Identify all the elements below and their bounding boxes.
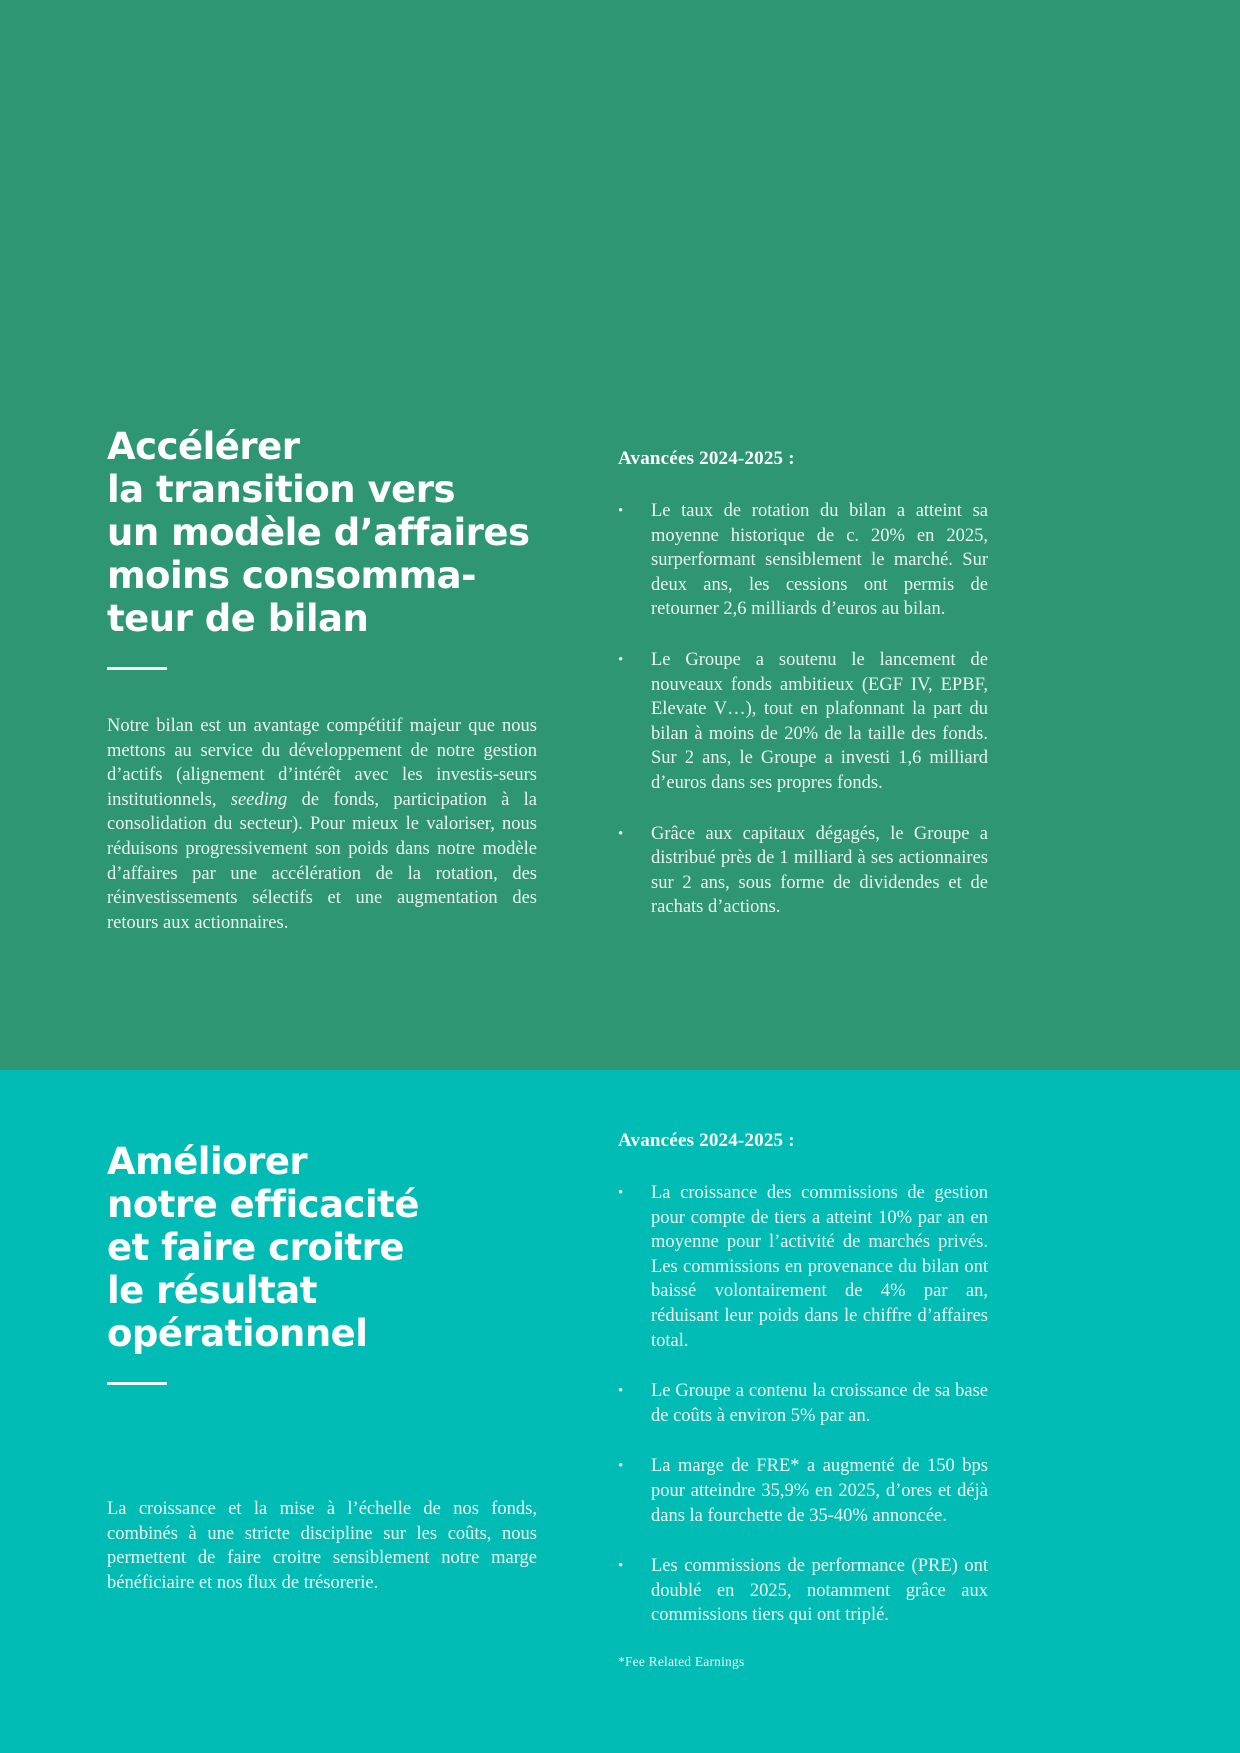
- pillar-2-intro-paragraph: [107, 1497, 537, 1595]
- list-item: [618, 648, 988, 796]
- title-line: notre efficacité: [107, 1183, 419, 1226]
- title-line: la transition vers: [107, 468, 455, 511]
- title-line: Améliorer: [107, 1140, 308, 1183]
- footnote: *Fee Related Earnings: [618, 1653, 745, 1669]
- intro-text-italic: seeding: [230, 789, 288, 810]
- list-item: [618, 1379, 988, 1428]
- bullet-text: Le Groupe a contenu la croissance de sa base de coûts à environ 5% par an.: [651, 1381, 988, 1426]
- pillar-1-left-column: [107, 425, 537, 935]
- title-line: opérationnel: [107, 1312, 368, 1355]
- bullet-text: La croissance des commissions de gestion pour compte de tiers a atteint 10% par an en moyenne pour l’activité de marchés privés. Les commissions en provenance du bilan ont baissé volontairement de 4% par an, réduisant leur poids dans le chiffre d’affaires total.: [651, 1183, 988, 1351]
- list-item: [618, 822, 988, 920]
- bullet-text: Le taux de rotation du bilan a atteint sa moyenne historique de c. 20% en 2025, surperformant sensiblement le marché. Sur deux ans, les cessions ont permis de retourner 2,6 milliards d’euros au bilan.: [651, 501, 988, 620]
- advances-heading: Avancées 2024-2025 :: [618, 448, 795, 469]
- list-item: [618, 1454, 988, 1528]
- bullet-icon: •: [618, 825, 624, 842]
- pillar-2-title: [107, 1140, 537, 1355]
- list-item: [618, 499, 988, 622]
- advances-list: [618, 1181, 988, 1628]
- title-line: un modèle d’affaires: [107, 511, 530, 554]
- bullet-text: Le Groupe a soutenu le lancement de nouveaux fonds ambitieux (EGF IV, EPBF, Elevate V…), tout en plafonnant la part du bilan à moins de 20% de la taille des fonds. Sur 2 ans, le Groupe a investi 1,6 milliard d’euros dans ses propres fonds.: [651, 649, 988, 793]
- advances-list: [618, 499, 988, 920]
- pillar-1-title: [107, 425, 537, 640]
- bullet-text: Grâce aux capitaux dégagés, le Groupe a distribué près de 1 milliard à ses actionnaires sur 2 ans, sous forme de dividendes et de rachats d’actions.: [651, 823, 988, 918]
- intro-text: de fonds, participation à la consolidation du secteur). Pour mieux le valoriser, nous réduisons progressivement son poids dans notre modèle d’affaires par une accélération de la rotation, des réinvestissements sélectifs et une augmentation des retours aux actionnaires.: [107, 789, 537, 933]
- title-line: Accélérer: [107, 425, 300, 468]
- pillar-1-advances-column: [618, 448, 988, 946]
- title-divider: [107, 667, 167, 670]
- bullet-icon: •: [618, 503, 624, 519]
- intro-text: La croissance et la mise à l’échelle de nos fonds, combinés à une stricte discipline sur les coûts, nous permettent de faire croitre sensiblement notre marge bénéficiaire et nos flux de trésorerie.: [107, 1499, 537, 1593]
- advances-heading: Avancées 2024-2025 :: [618, 1130, 795, 1151]
- intro-text: Notre bilan est un avantage compétitif majeur que nous mettons au service du développement de notre gestion d’actifs (alignement d’intérêt avec les investis-seurs institutionnels,: [107, 716, 537, 810]
- title-line: et faire croitre: [107, 1226, 404, 1269]
- bullet-text: Les commissions de performance (PRE) ont doublé en 2025, notamment grâce aux commissions tiers qui ont triplé.: [651, 1556, 988, 1626]
- title-line: teur de bilan: [107, 597, 369, 640]
- list-item: [618, 1554, 988, 1628]
- bullet-icon: •: [618, 1185, 624, 1201]
- bullet-text: La marge de FRE* a augmenté de 150 bps pour atteindre 35,9% en 2025, d’ores et déjà dans la fourchette de 35-40% annoncée.: [651, 1456, 988, 1526]
- list-item: [618, 1181, 988, 1353]
- pillar-2-advances-column: [618, 1130, 988, 1670]
- pillar-1-intro-paragraph: [107, 714, 537, 935]
- bullet-icon: •: [618, 651, 624, 668]
- title-line: le résultat: [107, 1269, 317, 1312]
- bullet-icon: •: [618, 1558, 624, 1575]
- section-pillar-2: [0, 1070, 1240, 1753]
- title-divider: [107, 1382, 167, 1385]
- bullet-icon: •: [618, 1458, 624, 1475]
- title-line: moins consomma-: [107, 554, 476, 597]
- pillar-2-left-column: [107, 1140, 537, 1595]
- bullet-icon: •: [618, 1383, 624, 1400]
